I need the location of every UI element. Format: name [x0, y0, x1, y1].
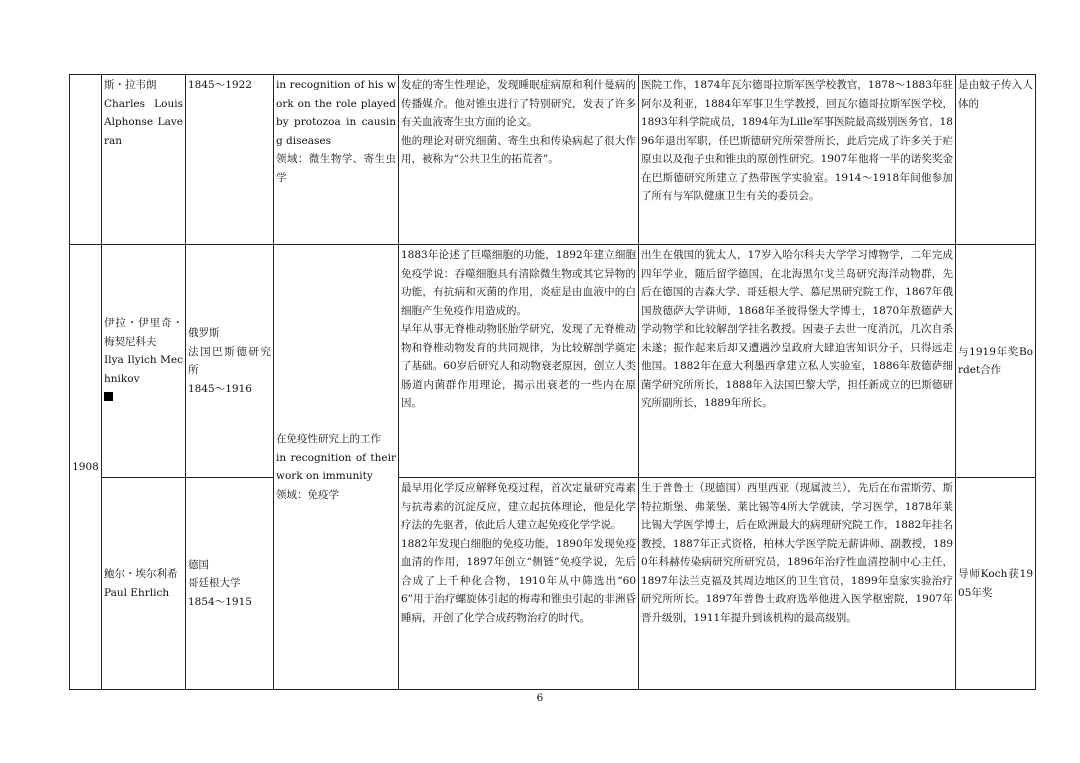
laureate-name-cn: 斯・拉韦朗	[104, 79, 157, 91]
black-square-marker	[104, 392, 113, 401]
contribution-paragraph: 发症的寄生性理论，发现睡眠症病原和利什曼病的传播媒介。他对锥虫进行了特别研究，发表了许多有关血液寄生虫方面的论文。	[401, 79, 636, 128]
note-cell: 是由蚊子传入人体的	[956, 75, 1036, 245]
table-row	[70, 478, 1036, 690]
biography-cell: 出生在俄国的犹太人，17岁入哈尔科夫大学学习博物学，二年完成四年学业，随后留学德国，在北海黑尔戈兰岛研究海洋动物群，先后在德国的吉森大学、哥廷根大学、慕尼黑研究院工作，1867年俄国敖德萨大学讲师，1868年圣彼得堡大学博士，1870年敖德萨大学动物学和比较解剖学挂名教授。因妻子去世一度消沉，几次自杀未遂；振作起来后却又遭遇沙皇政府大肆迫害知识分子，只得远走他国。1882年在意大利墨西拿建立私人实验室，1886年敖德萨细菌学研究所所长，1888年入法国巴黎大学，担任新成立的巴斯德研究所副所长，1889年所长。	[639, 245, 956, 478]
prize-reason-cn: 在免疫性研究上的工作	[276, 433, 381, 445]
contribution-paragraph: 1883年论述了巨噬细胞的功能，1892年建立细胞免疫学说：吞噬细胞具有清除微生物或其它异物的功能，有抗病和灭菌的作用，炎症是由血液中的白细胞产生免疫作用造成的。	[401, 249, 636, 317]
institution-cell	[186, 245, 274, 478]
contribution-paragraph: 他的理论对研究细菌、寄生虫和传染病起了很大作用，被称为“公共卫生的拓荒者”。	[401, 134, 636, 165]
institution-cell	[186, 478, 274, 690]
table-row	[70, 245, 1036, 478]
contribution-paragraph: 1882年发现白细胞的免疫功能，1890年发现免疫血清的作用，1897年创立“侧链”免疫学说，先后合成了上千种化合物，1910年从中筛选出“606”用于治疗螺旋体引起的梅毒和锥虫引起的非洲昏睡病，开创了化学合成药物治疗的时代。	[401, 537, 636, 624]
biography-cell: 生于普鲁士（现德国）西里西亚（现属波兰），先后在布雷斯劳、斯特拉斯堡、弗莱堡、莱比锡等4所大学就读，学习医学，1878年莱比锡大学医学博士，后在欧洲最大的病理研究院工作，1882年挂名教授，1887年正式资格，柏林大学医学院无薪讲师、副教授，1890年科赫传染病研究所研究员，1896年治疗性血清控制中心主任，1897年法兰克福及其周边地区的卫生官员，1899年皇家实验治疗研究所所长。1897年普鲁士政府选举他进入医学枢密院，1907年晋升级别，1911年提升到该机构的最高级别。	[639, 478, 956, 690]
institution: 哥廷根大学	[188, 577, 241, 590]
prize-reason-cell	[274, 75, 399, 245]
research-field: 领域：免疫学	[276, 488, 339, 501]
contribution-cell	[399, 478, 639, 690]
laureate-name-cn: 鲍尔・埃尔利希	[104, 568, 178, 580]
life-years: 1854～1915	[188, 595, 252, 608]
laureate-name-cell	[102, 75, 186, 245]
table-row	[70, 75, 1036, 245]
laureate-name-cn: 伊拉・伊里奇・梅契尼科夫	[104, 317, 183, 348]
institution: 法国巴斯德研究所	[188, 345, 271, 376]
laureate-name-cell	[102, 245, 186, 478]
contribution-cell	[399, 75, 639, 245]
institution-cell: 1845～1922	[186, 75, 274, 245]
contribution-paragraph: 最早用化学反应解释免疫过程，首次定量研究毒素与抗毒素的沉淀反应，建立起抗体理论，他是化学疗法的先驱者，依此后人建立起免疫化学学说。	[401, 482, 636, 531]
contribution-cell	[399, 245, 639, 478]
prize-reason-en: in recognition of his work on the role played by protozoa in causing diseases	[276, 79, 396, 147]
year-cell	[70, 75, 102, 245]
prize-reason-en: in recognition of their work on immunity	[276, 451, 396, 482]
note-cell: 导师Koch获1905年奖	[956, 478, 1036, 690]
prize-reason-cell	[274, 245, 399, 690]
life-years: 1845～1916	[188, 382, 252, 395]
page-number: 6	[536, 692, 544, 704]
nobel-prize-table	[69, 74, 1036, 690]
year-cell: 1908	[70, 245, 102, 690]
biography-cell: 医院工作，1874年瓦尔德哥拉斯军医学校教官，1878～1883年驻阿尔及利亚，1884年军事卫生学教授，回瓦尔德哥拉斯军医学校，1893年科学院成员，1894年为Lille军事医院最高级别医务官，1896年退出军职，任巴斯德研究所荣誉所长，此后完成了许多关于疟原虫以及孢子虫和锥虫的原创性研究。1907年他将一半的诺奖奖金在巴斯德研究所建立了热带医学实验室。1914～1918年间他参加了所有与军队健康卫生有关的委员会。	[639, 75, 956, 245]
contribution-paragraph: 早年从事无脊椎动物胚胎学研究，发现了无脊椎动物和脊椎动物发育的共同规律，为比较解剖学奠定了基础。60岁后研究人和动物衰老原因，创立人类肠道内菌群作用理论，揭示出衰老的一些内在原因。	[401, 323, 636, 409]
laureate-name-en: Paul Ehrlich	[104, 586, 170, 599]
laureate-name-cell	[102, 478, 186, 690]
research-field: 领域：微生物学、寄生虫学	[276, 153, 396, 184]
note-cell: 与1919年奖Bordet合作	[956, 245, 1036, 478]
country: 德国	[188, 558, 209, 571]
laureate-name-en: Charles Louis Alphonse Laveran	[104, 97, 183, 147]
laureate-name-en: Ilya Ilyich Mechnikov	[104, 354, 183, 385]
country: 俄罗斯	[188, 327, 220, 339]
